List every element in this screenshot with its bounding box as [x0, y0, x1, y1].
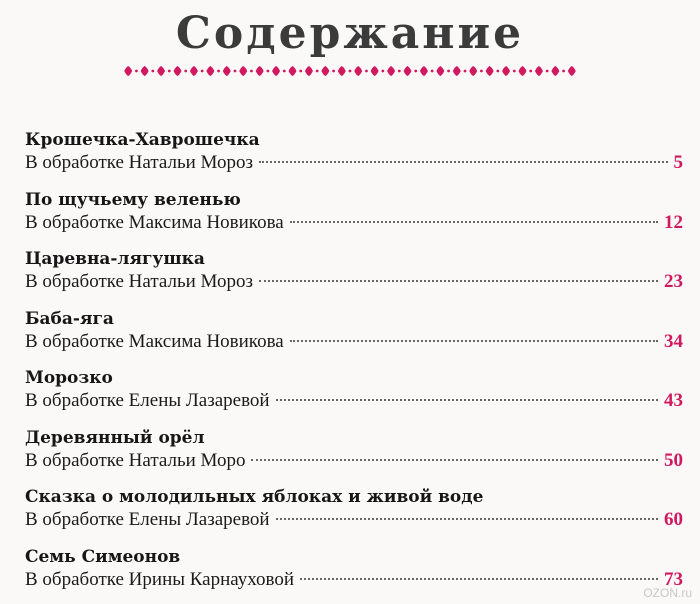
entry-page-number: 43: [664, 390, 685, 412]
page-title: Содержание: [0, 8, 700, 59]
ornament-dot-icon: [464, 70, 467, 73]
ornament-dot-icon: [546, 70, 549, 73]
entry-title: Морозко: [25, 366, 685, 390]
ornament-dot-icon: [332, 70, 335, 73]
ornament-dot-icon: [480, 70, 483, 73]
toc-entry[interactable]: [25, 426, 685, 486]
entry-author: В обработке Натальи Моро: [25, 450, 245, 472]
toc-entry[interactable]: [25, 128, 685, 188]
entry-page-number: 34: [664, 331, 685, 353]
ornament-dot-icon: [234, 70, 237, 73]
dot-leader: [259, 161, 668, 163]
ornament-fleuron-icon: [338, 66, 346, 76]
toc-entry[interactable]: [25, 188, 685, 248]
ornament-fleuron-icon: [305, 66, 313, 76]
ornament-dot-icon: [513, 70, 516, 73]
ornament-dot-icon: [414, 70, 417, 73]
ornament-fleuron-icon: [289, 66, 297, 76]
ornament-dot-icon: [349, 70, 352, 73]
entry-author: В обработке Ирины Карнауховой: [25, 569, 294, 591]
ornament-fleuron-icon: [206, 66, 214, 76]
ornament-fleuron-icon: [387, 66, 395, 76]
entry-page-number: 73: [664, 569, 685, 591]
ornament-fleuron-icon: [535, 66, 543, 76]
ornament-dot-icon: [250, 70, 253, 73]
ornament-dot-icon: [398, 70, 401, 73]
entry-author: В обработке Натальи Мороз: [25, 271, 253, 293]
entry-page-number: 60: [664, 509, 685, 531]
entry-page-number: 12: [664, 212, 685, 234]
toc-entry[interactable]: [25, 545, 685, 604]
ornament-fleuron-icon: [223, 66, 231, 76]
ornament-dot-icon: [496, 70, 499, 73]
entry-page-number: 50: [664, 450, 685, 472]
ornament-fleuron-icon: [157, 66, 165, 76]
entry-author: В обработке Елены Лазаревой: [25, 390, 270, 412]
entry-title: Семь Симеонов: [25, 545, 685, 569]
ornament-dot-icon: [168, 70, 171, 73]
ornament-dot-icon: [135, 70, 138, 73]
ornament-fleuron-icon: [486, 66, 494, 76]
ornament-fleuron-icon: [141, 66, 149, 76]
ornament-fleuron-icon: [568, 66, 576, 76]
ornament-dot-icon: [365, 70, 368, 73]
ornament-dot-icon: [299, 70, 302, 73]
ornament-fleuron-icon: [404, 66, 412, 76]
ornament-dot-icon: [447, 70, 450, 73]
table-of-contents: [25, 128, 685, 604]
ornament-fleuron-icon: [256, 66, 264, 76]
ornament-dot-icon: [201, 70, 204, 73]
entry-title: По щучьему веленью: [25, 188, 685, 212]
ornament-fleuron-icon: [272, 66, 280, 76]
ornament-dot-icon: [529, 70, 532, 73]
entry-title: Сказка о молодильных яблоках и живой воде: [25, 485, 685, 509]
ornament-fleuron-icon: [502, 66, 510, 76]
entry-author: В обработке Натальи Мороз: [25, 152, 253, 174]
ornament-dot-icon: [184, 70, 187, 73]
dot-leader: [290, 221, 658, 223]
entry-author: В обработке Максима Новикова: [25, 331, 284, 353]
entry-page-number: 5: [674, 152, 686, 174]
entry-title: Крошечка-Хаврошечка: [25, 128, 685, 152]
dot-leader: [290, 340, 658, 342]
ornament-dot-icon: [562, 70, 565, 73]
ornament-dot-icon: [151, 70, 154, 73]
ornament-fleuron-icon: [174, 66, 182, 76]
ornament-fleuron-icon: [420, 66, 428, 76]
ornament-dot-icon: [431, 70, 434, 73]
dot-leader: [276, 399, 658, 401]
ornament-dot-icon: [316, 70, 319, 73]
ornament-fleuron-icon: [469, 66, 477, 76]
ornament-fleuron-icon: [239, 66, 247, 76]
dot-leader: [276, 518, 658, 520]
toc-entry[interactable]: [25, 366, 685, 426]
ornament-fleuron-icon: [551, 66, 559, 76]
toc-entry[interactable]: [25, 307, 685, 367]
ornament-fleuron-icon: [436, 66, 444, 76]
ornament-fleuron-icon: [124, 66, 132, 76]
ornament-dot-icon: [381, 70, 384, 73]
entry-title: Царевна-лягушка: [25, 247, 685, 271]
ornament-fleuron-icon: [354, 66, 362, 76]
entry-title: Баба-яга: [25, 307, 685, 331]
toc-entry[interactable]: [25, 247, 685, 307]
ornament-fleuron-icon: [321, 66, 329, 76]
ornament-dot-icon: [266, 70, 269, 73]
entry-author: В обработке Елены Лазаревой: [25, 509, 270, 531]
ornament-dot-icon: [283, 70, 286, 73]
ornament-divider-icon: [120, 64, 580, 78]
dot-leader: [259, 280, 658, 282]
ornament-fleuron-icon: [453, 66, 461, 76]
entry-author: В обработке Максима Новикова: [25, 212, 284, 234]
ornament-fleuron-icon: [519, 66, 527, 76]
dot-leader: [300, 578, 658, 580]
ornament-fleuron-icon: [190, 66, 198, 76]
toc-entry[interactable]: [25, 485, 685, 545]
entry-page-number: 23: [664, 271, 685, 293]
watermark: OZON.ru: [643, 586, 692, 600]
ornament-dot-icon: [217, 70, 220, 73]
dot-leader: [251, 459, 658, 461]
ornament-fleuron-icon: [371, 66, 379, 76]
entry-title: Деревянный орёл: [25, 426, 685, 450]
